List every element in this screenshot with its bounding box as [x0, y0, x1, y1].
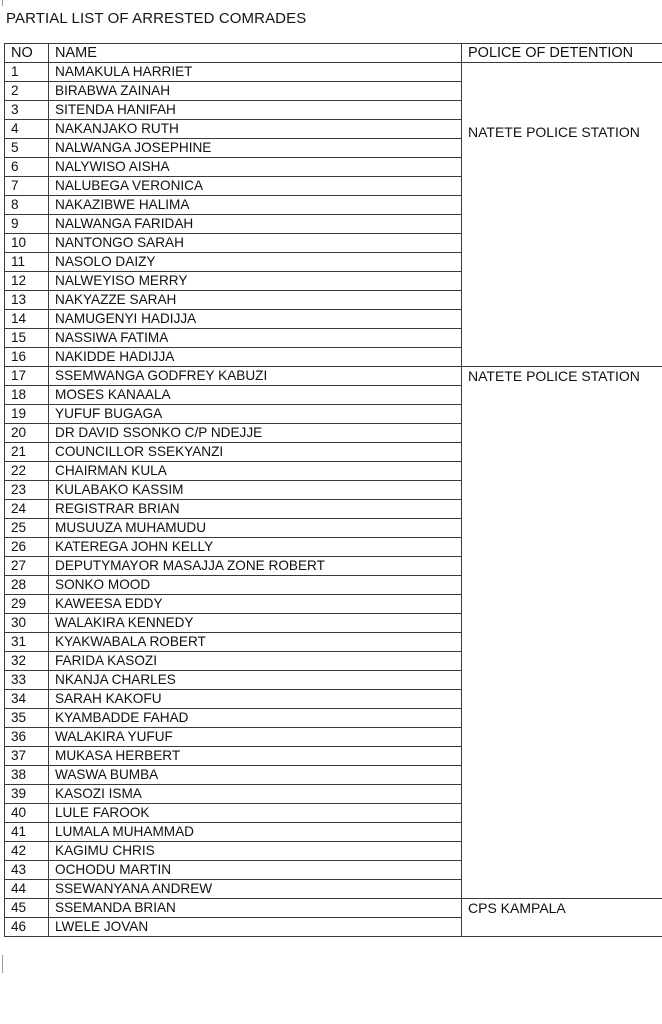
row-name: REGISTRAR BRIAN: [49, 500, 462, 519]
row-number: 1: [5, 63, 49, 82]
row-number: 34: [5, 690, 49, 709]
row-name: NAMUGENYI HADIJJA: [49, 310, 462, 329]
row-name: NAKIDDE HADIJJA: [49, 348, 462, 367]
row-number: 21: [5, 443, 49, 462]
table-row: [5, 367, 662, 386]
row-number: 39: [5, 785, 49, 804]
row-number: 8: [5, 196, 49, 215]
page-corner-mark: [2, 955, 3, 973]
table-header-row: [5, 44, 662, 63]
row-number: 42: [5, 842, 49, 861]
row-name: WASWA BUMBA: [49, 766, 462, 785]
row-name: SONKO MOOD: [49, 576, 462, 595]
row-number: 43: [5, 861, 49, 880]
row-name: YUFUF BUGAGA: [49, 405, 462, 424]
row-name: DR DAVID SSONKO C/P NDEJJE: [49, 424, 462, 443]
header-police: POLICE OF DETENTION: [462, 44, 662, 63]
row-name: NALWANGA FARIDAH: [49, 215, 462, 234]
row-name: LWELE JOVAN: [49, 918, 462, 937]
row-name: NAKANJAKO RUTH: [49, 120, 462, 139]
row-name: OCHODU MARTIN: [49, 861, 462, 880]
table-body: [5, 63, 662, 937]
row-number: 22: [5, 462, 49, 481]
row-number: 41: [5, 823, 49, 842]
row-number: 7: [5, 177, 49, 196]
row-number: 18: [5, 386, 49, 405]
row-name: MOSES KANAALA: [49, 386, 462, 405]
arrested-list-table: [4, 43, 662, 937]
row-name: KATEREGA JOHN KELLY: [49, 538, 462, 557]
row-number: 15: [5, 329, 49, 348]
row-number: 11: [5, 253, 49, 272]
row-name: NALWEYISO MERRY: [49, 272, 462, 291]
police-station-label: NATETE POLICE STATION: [468, 368, 640, 384]
row-number: 35: [5, 709, 49, 728]
row-number: 2: [5, 82, 49, 101]
police-station-cell: [462, 367, 662, 899]
police-station-cell: [462, 63, 662, 367]
row-number: 19: [5, 405, 49, 424]
row-number: 33: [5, 671, 49, 690]
row-number: 12: [5, 272, 49, 291]
row-name: KASOZI ISMA: [49, 785, 462, 804]
header-no: NO: [5, 44, 49, 63]
row-number: 28: [5, 576, 49, 595]
row-number: 32: [5, 652, 49, 671]
police-station-cell: [462, 899, 662, 937]
row-name: WALAKIRA YUFUF: [49, 728, 462, 747]
row-number: 38: [5, 766, 49, 785]
row-name: BIRABWA ZAINAH: [49, 82, 462, 101]
row-name: LUMALA MUHAMMAD: [49, 823, 462, 842]
row-name: DEPUTYMAYOR MASAJJA ZONE ROBERT: [49, 557, 462, 576]
row-number: 26: [5, 538, 49, 557]
row-number: 44: [5, 880, 49, 899]
row-number: 23: [5, 481, 49, 500]
row-number: 10: [5, 234, 49, 253]
row-number: 30: [5, 614, 49, 633]
row-number: 37: [5, 747, 49, 766]
row-name: MUKASA HERBERT: [49, 747, 462, 766]
row-name: SSEWANYANA ANDREW: [49, 880, 462, 899]
row-number: 25: [5, 519, 49, 538]
row-number: 17: [5, 367, 49, 386]
row-number: 13: [5, 291, 49, 310]
row-name: NALWANGA JOSEPHINE: [49, 139, 462, 158]
table-row: [5, 63, 662, 82]
table-row: [5, 899, 662, 918]
row-name: NAKAZIBWE HALIMA: [49, 196, 462, 215]
row-name: MUSUUZA MUHAMUDU: [49, 519, 462, 538]
row-name: WALAKIRA KENNEDY: [49, 614, 462, 633]
row-number: 31: [5, 633, 49, 652]
row-name: KAGIMU CHRIS: [49, 842, 462, 861]
row-name: KAWEESA EDDY: [49, 595, 462, 614]
row-number: 40: [5, 804, 49, 823]
police-station-label: NATETE POLICE STATION: [468, 124, 640, 140]
page-corner-mark: [2, 0, 3, 6]
row-name: COUNCILLOR SSEKYANZI: [49, 443, 462, 462]
row-name: NAMAKULA HARRIET: [49, 63, 462, 82]
row-number: 3: [5, 101, 49, 120]
row-name: LULE FAROOK: [49, 804, 462, 823]
row-name: KULABAKO KASSIM: [49, 481, 462, 500]
row-number: 36: [5, 728, 49, 747]
row-number: 6: [5, 158, 49, 177]
row-number: 20: [5, 424, 49, 443]
row-number: 9: [5, 215, 49, 234]
row-number: 5: [5, 139, 49, 158]
row-name: SSEMANDA BRIAN: [49, 899, 462, 918]
row-name: NAKYAZZE SARAH: [49, 291, 462, 310]
row-number: 29: [5, 595, 49, 614]
row-name: NALUBEGA VERONICA: [49, 177, 462, 196]
row-number: 45: [5, 899, 49, 918]
row-name: KYAKWABALA ROBERT: [49, 633, 462, 652]
row-name: NASOLO DAIZY: [49, 253, 462, 272]
row-name: FARIDA KASOZI: [49, 652, 462, 671]
header-name: NAME: [49, 44, 462, 63]
row-number: 27: [5, 557, 49, 576]
row-name: NASSIWA FATIMA: [49, 329, 462, 348]
row-name: SITENDA HANIFAH: [49, 101, 462, 120]
document-title: PARTIAL LIST OF ARRESTED COMRADES: [6, 10, 307, 27]
row-name: NALYWISO AISHA: [49, 158, 462, 177]
row-number: 46: [5, 918, 49, 937]
row-name: NKANJA CHARLES: [49, 671, 462, 690]
row-number: 4: [5, 120, 49, 139]
row-name: SSEMWANGA GODFREY KABUZI: [49, 367, 462, 386]
row-name: KYAMBADDE FAHAD: [49, 709, 462, 728]
row-name: SARAH KAKOFU: [49, 690, 462, 709]
row-name: NANTONGO SARAH: [49, 234, 462, 253]
row-number: 14: [5, 310, 49, 329]
row-name: CHAIRMAN KULA: [49, 462, 462, 481]
row-number: 24: [5, 500, 49, 519]
police-station-label: CPS KAMPALA: [468, 900, 566, 916]
row-number: 16: [5, 348, 49, 367]
